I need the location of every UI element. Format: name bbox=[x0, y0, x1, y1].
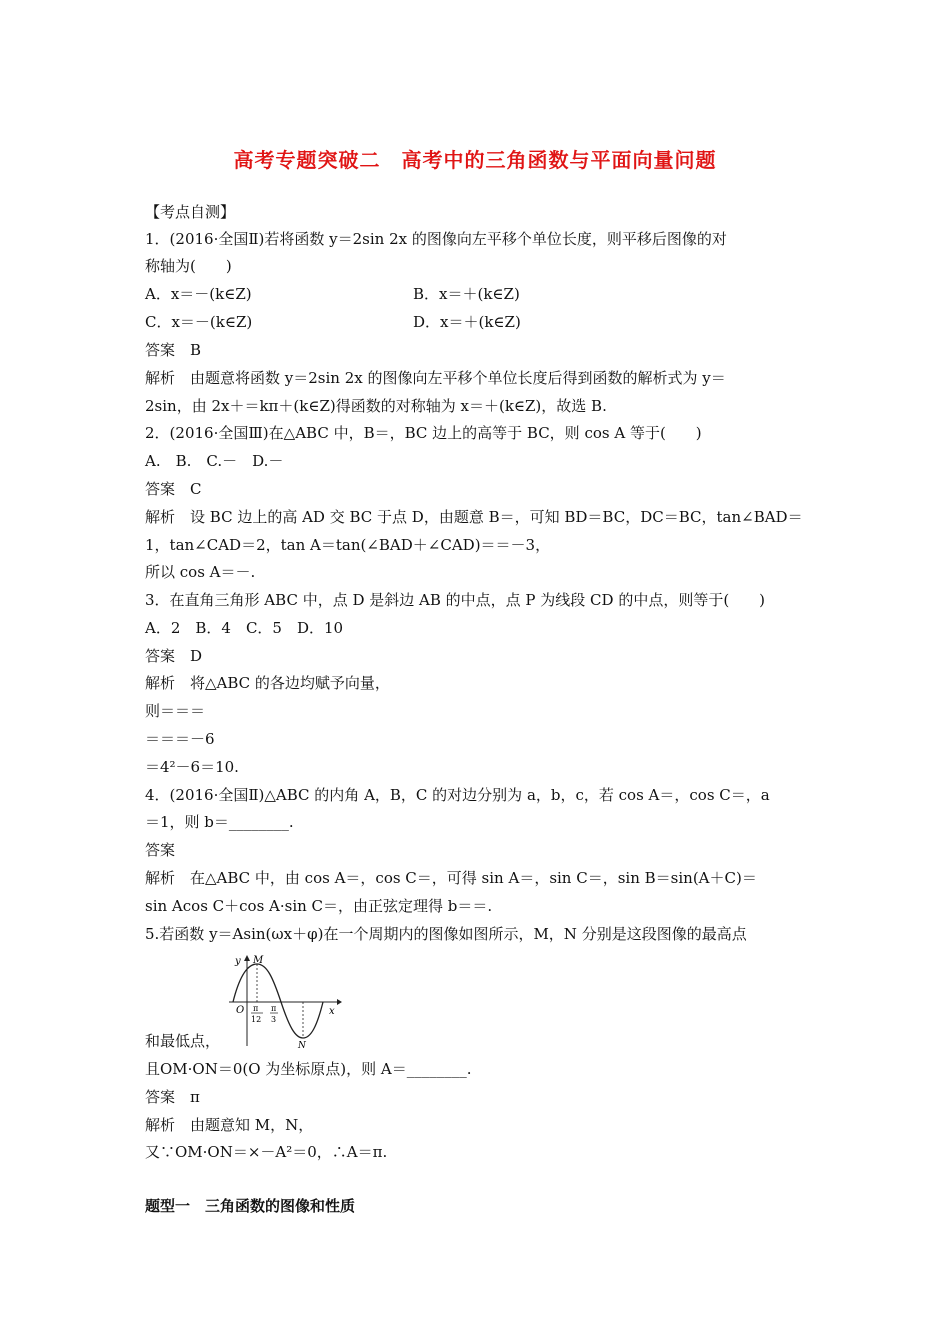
q3-answer: 答案 D bbox=[145, 647, 203, 665]
figure-y-arrow bbox=[244, 955, 250, 961]
q3-solution-line4: ＝4²－6＝10. bbox=[145, 758, 239, 776]
q3-solution-line2: 则＝＝＝ bbox=[145, 702, 206, 720]
figure-min-label: N bbox=[298, 1041, 306, 1048]
q4-stem-line1: 4．(2016·全国Ⅱ)△ABC 的内角 A，B，C 的对边分别为 a，b，c，若 cos A＝，cos C＝，a bbox=[145, 786, 770, 804]
q2-solution-line2: 1，tan∠CAD＝2，tan A＝tan(∠BAD＋∠CAD)＝＝－3， bbox=[145, 536, 551, 554]
figure-x-label: x bbox=[329, 1006, 335, 1017]
page-title: 高考专题突破二 高考中的三角函数与平面向量问题 bbox=[233, 148, 717, 172]
q2-answer: 答案 C bbox=[145, 480, 202, 498]
topic-heading: 题型一 三角函数的图像和性质 bbox=[145, 1197, 356, 1215]
q5-answer: 答案 π bbox=[145, 1088, 200, 1106]
q5-stem-line1: 5.若函数 y＝Asin(ωx＋φ)在一个周期内的图像如图所示，M，N 分别是这段图像的最高点 bbox=[145, 925, 747, 943]
q1-option-a: A．x＝－(k∈Z) bbox=[145, 285, 252, 303]
q4-stem-line2: ＝1，则 b＝________. bbox=[145, 813, 294, 831]
figure-y-label: y bbox=[235, 956, 241, 967]
q5-stem-line2: 和最低点， bbox=[145, 1032, 221, 1050]
q1-stem-line2: 称轴为( ) bbox=[145, 257, 232, 275]
q3-solution-line1: 解析 将△ABC 的各边均赋予向量， bbox=[145, 674, 390, 692]
section-heading: 【考点自测】 bbox=[145, 203, 236, 221]
figure-tick2-denominator: 3 bbox=[271, 1015, 277, 1024]
q2-stem: 2．(2016·全国Ⅲ)在△ABC 中，B＝，BC 边上的高等于 BC，则 cos A 等于( ) bbox=[145, 424, 702, 442]
q1-option-b: B．x＝＋(k∈Z) bbox=[413, 285, 520, 303]
q1-solution-line2: 2sin，由 2x＋＝kπ＋(k∈Z)得函数的对称轴为 x＝＋(k∈Z)，故选 B. bbox=[145, 397, 607, 415]
q4-answer: 答案 bbox=[145, 841, 176, 859]
q3-options: A．2 B．4 C．5 D．10 bbox=[145, 619, 344, 637]
q2-solution-line3: 所以 cos A＝－. bbox=[145, 563, 256, 581]
q3-solution-line3: ＝＝＝－6 bbox=[145, 730, 215, 748]
q5-stem-line3: 且OM·ON＝0(O 为坐标原点)，则 A＝________. bbox=[145, 1060, 472, 1078]
q2-options: A. B. C.－ D.－ bbox=[145, 452, 284, 470]
figure-x-arrow bbox=[337, 999, 342, 1005]
q5-solution-line2: 又∵OM·ON＝×－A²＝0，∴A＝π. bbox=[145, 1143, 388, 1161]
q1-option-d: D．x＝＋(k∈Z) bbox=[413, 313, 521, 331]
q3-stem: 3．在直角三角形 ABC 中，点 D 是斜边 AB 的中点，点 P 为线段 CD 的中点，则等于( ) bbox=[145, 591, 766, 609]
figure-tick2-numerator: π bbox=[271, 1004, 277, 1013]
q4-solution-line2: sin Acos C＋cos A·sin C＝，由正弦定理得 b＝＝. bbox=[145, 897, 493, 915]
q1-answer: 答案 B bbox=[145, 341, 202, 359]
q1-solution-line1: 解析 由题意将函数 y＝2sin 2x 的图像向左平移个单位长度后得到函数的解析式为 y＝ bbox=[145, 369, 726, 387]
figure-tick1-numerator: π bbox=[253, 1004, 259, 1013]
q1-option-c: C．x＝－(k∈Z) bbox=[145, 313, 253, 331]
q5-solution-line1: 解析 由题意知 M，N， bbox=[145, 1116, 314, 1134]
q1-stem-line1: 1．(2016·全国Ⅱ)若将函数 y＝2sin 2x 的图像向左平移个单位长度，则平移后图像的对 bbox=[145, 230, 727, 248]
figure-tick1-denominator: 12 bbox=[251, 1015, 262, 1024]
q2-solution-line1: 解析 设 BC 边上的高 AD 交 BC 于点 D，由题意 B＝，可知 BD＝BC，DC＝BC，tan∠BAD＝ bbox=[145, 508, 803, 526]
q4-solution-line1: 解析 在△ABC 中，由 cos A＝，cos C＝，可得 sin A＝，sin C＝，sin B＝sin(A＋C)＝ bbox=[145, 869, 757, 887]
figure-max-label: M bbox=[253, 955, 264, 966]
figure-origin-label: O bbox=[236, 1005, 245, 1016]
sine-wave-figure bbox=[225, 952, 343, 1048]
